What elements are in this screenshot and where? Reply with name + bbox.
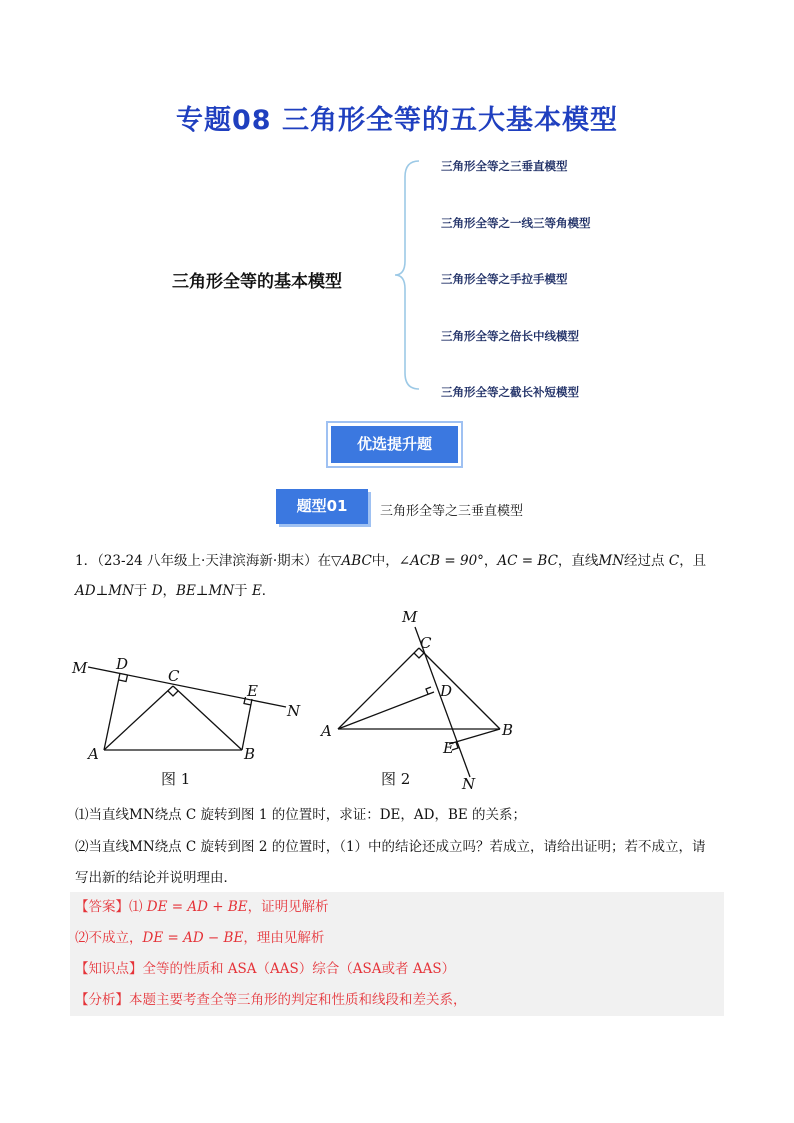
question-1: ⑴当直线MN绕点 C 旋转到图 1 的位置时，求证：DE，AD，BE 的关系； [75, 807, 527, 823]
figure-2-caption: 图 2 [381, 770, 411, 788]
segment-be-2 [449, 729, 500, 744]
segment-ad-2 [338, 692, 434, 729]
analysis-row [70, 985, 724, 1016]
mindmap-branch-4: 三角形全等之倍长中线模型 [441, 329, 579, 343]
analysis-label: 【分析】 [75, 992, 129, 1008]
label-c-2: C [420, 634, 432, 652]
label-a-2: A [321, 722, 332, 740]
label-c: C [168, 667, 180, 685]
right-angle-d [119, 675, 128, 682]
answer-1-formula: DE = AD + BE [146, 899, 248, 915]
label-n: N [287, 702, 301, 720]
page-title: 专题08 三角形全等的五大基本模型 [176, 105, 618, 136]
segment-be [242, 699, 252, 750]
mindmap-branch-5: 三角形全等之截长补短模型 [441, 385, 579, 399]
figure-2 [318, 605, 528, 795]
mindmap-branch-1: 三角形全等之三垂直模型 [441, 159, 568, 173]
answer-row-2 [70, 923, 724, 954]
text: ． [261, 583, 276, 599]
mindmap-brace [393, 155, 423, 395]
label-e: E [247, 682, 258, 700]
knowledge-label: 【知识点】 [75, 961, 143, 977]
answer-2-formula: DE = AD − BE [142, 930, 244, 946]
problem-line-1 [75, 549, 706, 569]
text: 中， [371, 553, 399, 569]
question-2-line-1: ⑵当直线MN绕点 C 旋转到图 2 的位置时，（1）中的结论还成立吗？若成立，请给出证明；若不成立，请 [75, 839, 706, 855]
label-b-2: B [502, 721, 514, 739]
segment-ad [104, 673, 120, 750]
answer-1-number: ⑴ [129, 899, 147, 915]
line-mn: MN [598, 553, 625, 569]
section-banner: 优选提升题 [331, 426, 458, 463]
text: 于 [234, 583, 252, 599]
equal-formula: AC = BC [497, 553, 558, 569]
text: 经过点 [624, 553, 669, 569]
problem-source: 1．（23-24 八年级上·天津滨海新·期末）在 [75, 553, 332, 569]
mindmap-root: 三角形全等的基本模型 [172, 272, 342, 292]
knowledge-row [70, 954, 724, 985]
text: ， [483, 553, 498, 569]
label-d: D [116, 655, 129, 673]
label-a: A [88, 745, 99, 763]
right-angle-c-2 [414, 653, 424, 658]
mindmap-branch-2: 三角形全等之一线三等角模型 [441, 216, 591, 230]
perp-be: BE⊥MN [176, 583, 235, 599]
answer-2-number: ⑵不成立， [75, 930, 143, 946]
point-d: D [151, 583, 163, 599]
label-b: B [244, 745, 256, 763]
segment-ac [104, 686, 173, 750]
answer-1-text: ，证明见解析 [247, 899, 329, 915]
label-d-2: D [440, 682, 453, 700]
perp-ad: AD⊥MN [75, 583, 134, 599]
text: ，且 [679, 553, 707, 569]
label-e-2: E [443, 739, 454, 757]
right-angle-c [168, 691, 178, 696]
text: 于 [133, 583, 152, 599]
label-m: M [72, 659, 88, 677]
text: ， [162, 583, 177, 599]
point-e: E [251, 583, 262, 599]
answer-label: 【答案】 [75, 899, 129, 915]
text: ，直线 [557, 553, 599, 569]
question-type-tag: 题型01 [276, 489, 368, 524]
mindmap-branch-3: 三角形全等之手拉手模型 [441, 272, 568, 286]
knowledge-text: 全等的性质和 ASA（AAS）综合（ASA或者 AAS） [142, 961, 456, 977]
segment-ac-2 [338, 648, 419, 729]
label-n-2: N [462, 775, 476, 793]
label-m-2: M [402, 608, 418, 626]
segment-bc-2 [419, 648, 500, 729]
point-c: C [668, 553, 680, 569]
problem-line-2 [75, 579, 275, 599]
answer-row-1 [70, 892, 724, 923]
answer-2-text: ，理由见解析 [243, 930, 325, 946]
angle-formula: ∠ACB = 90° [398, 553, 484, 569]
question-type-title: 三角形全等之三垂直模型 [380, 504, 524, 519]
figure-1-caption: 图 1 [161, 770, 191, 788]
analysis-text: 本题主要考查全等三角形的判定和性质和线段和差关系， [129, 992, 467, 1008]
triangle-symbol: ▽ABC [331, 553, 372, 569]
question-2-line-2: 写出新的结论并说明理由． [75, 870, 237, 886]
figure-1 [60, 645, 320, 795]
